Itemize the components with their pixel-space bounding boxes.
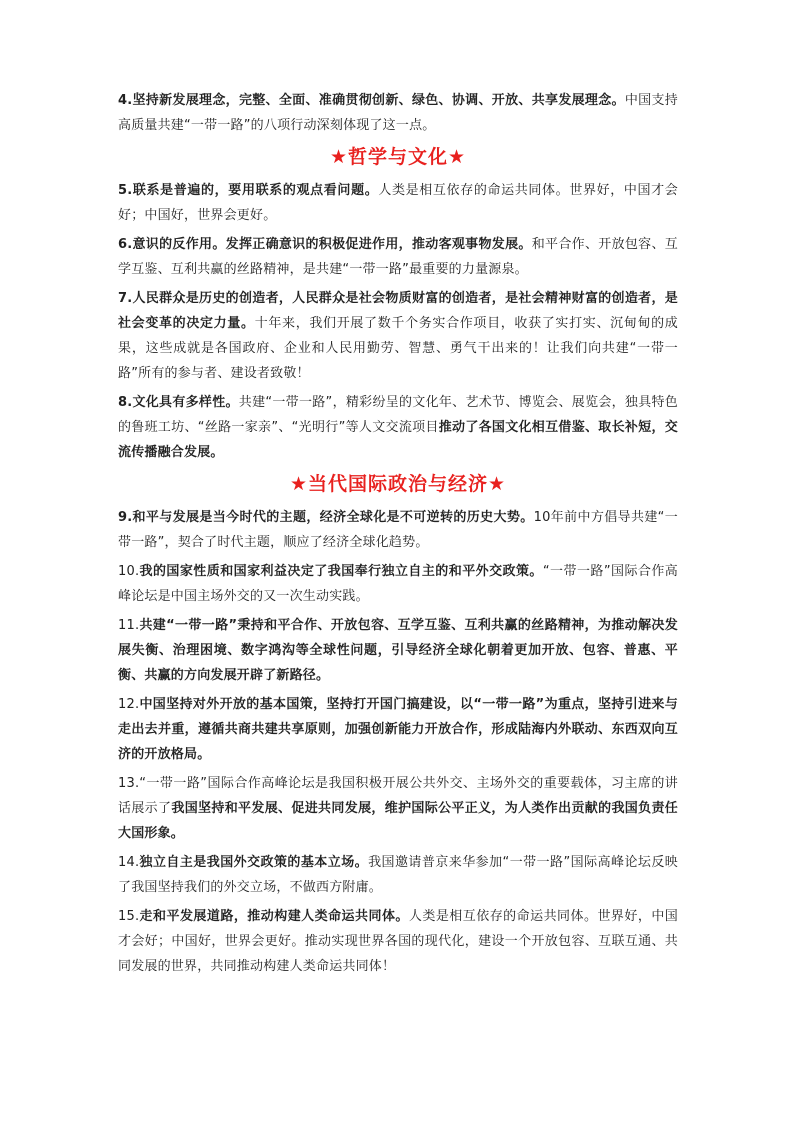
bold-text: 推动了各国文化相互借鉴、取长补短，交流传播融合发展。 [118,420,678,460]
body-text: 10. [118,564,140,579]
bold-text: 共建“一带一路”秉持和平合作、开放包容、互学互鉴、互利共赢的丝路精神，为推动解决发展失衡、治理困境、数字鸿沟等全球性问题，引导经济全球化朝着更加开放、包容、普惠、平衡、共赢的方向发展开辟了新路径。 [118,618,678,683]
politics-list [118,505,678,979]
body-text: 人类是相互依存的命运共同体。世界好，中国才会好；中国好，世界会更好。 [118,183,679,223]
bold-text: 独立自主是我国外交政策的基本立场。 [139,855,369,870]
body-text: 12. [118,697,140,712]
section-title: 哲学与文化 [347,146,448,168]
bold-text: 7.人民群众是历史的创造者，人民群众是社会物质财富的创造者，是社会精神财富的创造者，是社会变革的决定力量。 [118,291,678,331]
bold-text: 8.文化具有多样性。 [118,395,239,410]
list-item [118,390,678,465]
list-item [118,232,678,282]
philosophy-list [118,178,678,465]
star-icon: ★ [289,473,308,495]
list-item [118,505,678,555]
bold-text: 走和平发展道路，推动构建人类命运共同体。 [139,909,409,924]
body-text: 和平合作、开放包容、互学互鉴、互利共赢的丝路精神，是共建“一带一路”最重要的力量源泉。 [118,237,678,277]
body-text: 11. [118,618,140,633]
section-heading-politics [118,469,678,499]
body-text: 14. [118,855,140,870]
list-item [118,613,678,688]
body-text: 人类是相互依存的命运共同体。世界好，中国才会好；中国好，世界会更好。推动实现世界各国的现代化，建设一个开放包容、互联互通、共同发展的世界，共同推动构建人类命运共同体！ [118,909,678,974]
body-text: 10年前中方倡导共建“一带一路”，契合了时代主题，顺应了经济全球化趋势。 [118,510,678,550]
star-icon: ★ [488,473,507,495]
list-item [118,692,678,767]
bold-text: 4.坚持新发展理念，完整、全面、准确贯彻创新、绿色、协调、开放、共享发展理念。 [118,93,625,108]
intro-list [118,88,678,138]
star-icon: ★ [448,146,467,168]
list-item [118,850,678,900]
bold-text: 9.和平与发展是当今时代的主题，经济全球化是不可逆转的历史大势。 [118,510,534,525]
body-text: 共建“一带一路”，精彩纷呈的文化年、艺术节、博览会、展览会，独具特色的鲁班工坊、“丝路一家亲”、“光明行”等人文交流项目 [118,395,679,435]
bold-text: 5.联系是普遍的，要用联系的观点看问题。 [118,183,379,198]
body-text: 中国支持高质量共建“一带一路”的八项行动深刻体现了这一点。 [118,93,678,133]
section-title: 当代国际政治与经济 [307,473,488,495]
star-icon: ★ [329,146,348,168]
list-item [118,771,678,846]
list-item [118,178,678,228]
list-item [118,286,678,386]
list-item [118,559,678,609]
body-text: “一带一路”国际合作高峰论坛是中国主场外交的又一次生动实践。 [118,564,678,604]
section-heading-philosophy [118,142,678,172]
body-text: 13.“一带一路”国际合作高峰论坛是我国积极开展公共外交、主场外交的重要载体，习主席的讲话展示了 [118,776,678,816]
list-item [118,904,678,979]
body-text: 15. [118,909,140,924]
bold-text: 6.意识的反作用。发挥正确意识的积极促进作用，推动客观事物发展。 [118,237,532,252]
bold-text: 我国坚持和平发展、促进共同发展，维护国际公平正义，为人类作出贡献的我国负责任大国形象。 [118,801,678,841]
list-item [118,88,678,138]
document-page [118,88,678,983]
bold-text: 我的国家性质和国家利益决定了我国奉行独立自主的和平外交政策。 [139,564,543,579]
body-text: 十年来，我们开展了数千个务实合作项目，收获了实打实、沉甸甸的成果，这些成就是各国政府、企业和人民用勤劳、智慧、勇气干出来的！让我们向共建“一带一路”所有的参与者、建设者致敬！ [118,316,678,381]
body-text: 我国邀请普京来华参加“一带一路”国际高峰论坛反映了我国坚持我们的外交立场，不做西方附庸。 [118,855,678,895]
bold-text: 中国坚持对外开放的基本国策，坚持打开国门搞建设，以“一带一路”为重点，坚持引进来与走出去并重，遵循共商共建共享原则，加强创新能力开放合作，形成陆海内外联动、东西双向互济的开放格局。 [118,697,678,762]
